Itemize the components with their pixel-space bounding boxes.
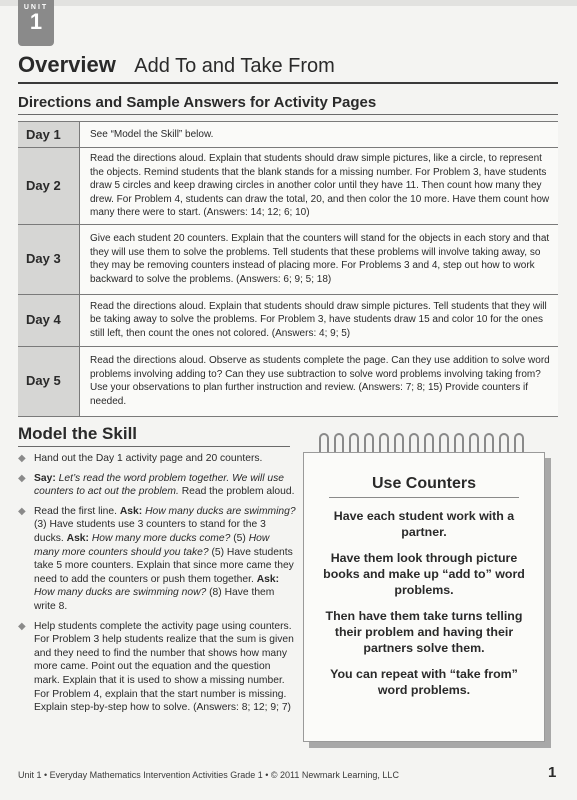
day-label: Day 5 [18, 346, 80, 416]
use-counters-card [303, 452, 545, 742]
diamond-bullet-icon: ◆ [18, 505, 26, 517]
day-label: Day 4 [18, 294, 80, 346]
ask-text: How many ducks are swimming now? [34, 587, 207, 599]
page-subtitle: Add To and Take From [134, 55, 335, 77]
divider [18, 114, 558, 115]
ask-label: Ask: [256, 573, 280, 585]
list-item-text: Hand out the Day 1 activity page and 20 counters. [34, 453, 263, 464]
day-text: Read the directions aloud. Explain that students should draw simple pictures. Tell students that they will be taking away to solve the problems. For Problem 3, have students draw 15 and color 10 for the ones still left, then count the ones not colored. (Answers: 4; 9; 5) [80, 294, 559, 346]
divider [329, 497, 519, 498]
unit-tab [18, 0, 54, 46]
page-title: Overview [18, 52, 116, 77]
day-label: Day 3 [18, 224, 80, 294]
footer-text: Unit 1 • Everyday Mathematics Intervention Activities Grade 1 • © 2011 Newmark Learning, LLC [18, 770, 399, 780]
day-text: Give each student 20 counters. Explain that the counters will stand for the objects in each story and that they will use them to solve the problems. Tell students that these problems will involve taking away, so they may be removing counters instead of placing more. For Problems 3 and 4, step out how to work backward to solve the problems. (Answers: 6; 9; 5; 18) [80, 224, 559, 294]
table-row [18, 122, 558, 148]
card-title: Use Counters [371, 475, 477, 492]
diamond-bullet-icon: ◆ [18, 620, 26, 632]
ask-text: How many ducks are swimming? [145, 505, 296, 517]
unit-label: UNIT [23, 4, 49, 11]
model-skill-list [18, 452, 296, 721]
table-row [18, 294, 558, 346]
list-item [18, 505, 296, 614]
list-item [18, 472, 296, 499]
unit-number: 1 [29, 9, 43, 34]
table-row [18, 346, 558, 416]
model-skill-heading: Model the Skill [18, 424, 138, 443]
list-item [18, 452, 296, 466]
top-band [0, 0, 577, 6]
list-item-text: (8) Have them write 8. [34, 587, 275, 612]
list-item-text: Help students complete the activity page using counters. For Problem 3 help students realize that the sum is given and they need to find the number that shows how many more came. Point out the equation and the question mark. Explain that it is used to show a missing number. For Problem 4, explain that the start number is missing. Explain step-by-step how to solve. (Answers: 8; 12; 9; 7) [34, 620, 294, 714]
directions-table [18, 121, 558, 417]
day-text: Read the directions aloud. Explain that students should draw simple pictures, like a circle, to represent the objects. Remind students that the blank stands for a missing number. For Problem 3, have students draw 5 circles and keep drawing circles in another color until they have 11. Then count how many they drew. For Problem 4, students can draw the total, 20, and then color the 10 more. Have them count how many there were to start. (Answers: 14; 12; 6; 10) [80, 148, 559, 225]
diamond-bullet-icon: ◆ [18, 472, 26, 484]
divider [18, 446, 290, 447]
day-label: Day 2 [18, 148, 80, 225]
table-row [18, 148, 558, 225]
list-item [18, 620, 296, 715]
list-item-text: (5) Have students take 5 more counters. Explain that since more came they need to add the counters or push them together. [34, 546, 294, 585]
ask-text: How many more ducks come? [91, 532, 231, 544]
ask-text: How many more counters should you take? [34, 532, 270, 558]
table-row [18, 224, 558, 294]
day-text: See “Model the Skill” below. [80, 122, 559, 148]
list-item-text: (3) Have students use 3 counters to stand for the 3 ducks. [34, 519, 266, 544]
card-paragraph: Have each student work with a partner. [333, 509, 515, 539]
day-label: Day 1 [18, 122, 80, 148]
ask-label: Ask: [66, 532, 89, 544]
page-number: 1 [548, 764, 557, 781]
day-text: Read the directions aloud. Observe as students complete the page. Can they use addition to solve word problems involving adding to? Can they use subtraction to solve word problems involving taking from? Use your observations to plan further instruction and review. (Answers: 7; 8; 15) Provide counters if needed. [80, 346, 559, 416]
say-label: Say: [34, 472, 56, 484]
list-item-text: (5) [233, 532, 246, 544]
list-item-text: Read the first line. [34, 505, 117, 517]
ask-label: Ask: [119, 505, 143, 517]
diamond-bullet-icon: ◆ [18, 453, 26, 464]
card-paragraph: Then have them take turns telling their problem and having their partners solve them. [325, 609, 523, 655]
say-text: Let’s read the word problem together. We will use counters to act out the problem. [34, 472, 284, 498]
list-item-text: Read the problem aloud. [181, 486, 295, 498]
card-paragraph: Have them look through picture books and make up “add to” word problems. [323, 551, 525, 597]
directions-heading: Directions and Sample Answers for Activity Pages [18, 94, 377, 111]
page-title-row [18, 52, 558, 84]
card-paragraph: You can repeat with “take from” word problems. [330, 667, 518, 697]
